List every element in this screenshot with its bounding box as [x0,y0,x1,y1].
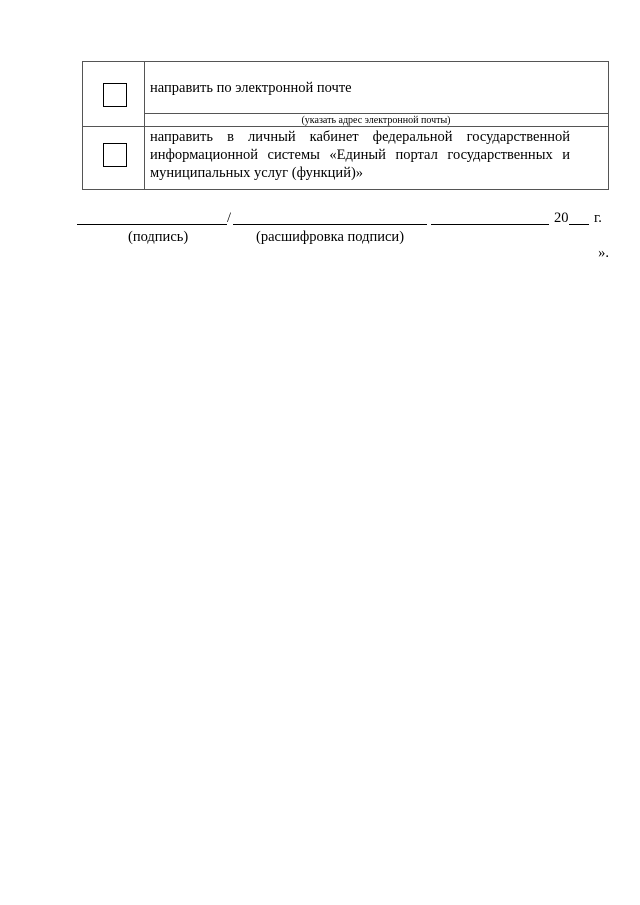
year-prefix: 20 [554,210,569,226]
signature-caption: (подпись) [128,229,189,245]
option-row-email [83,62,608,126]
portal-option-checkbox[interactable] [103,143,127,167]
year-suffix: г. [594,210,602,226]
email-address-field[interactable] [144,113,608,114]
signature-field[interactable] [77,224,227,225]
option-row-portal [83,126,608,191]
transcript-caption: (расшифровка подписи) [256,229,405,245]
portal-option-label: направить в личный кабинет федеральной государственной информационной системы «Единый портал государственных и муниципальных услуг (функций)» [150,129,570,181]
signature-separator: / [227,210,232,226]
email-option-checkbox[interactable] [103,83,127,107]
year-field[interactable] [569,224,589,225]
email-address-caption: (указать адрес электронной почты) [301,115,451,126]
closing-quote-mark: ». [598,245,609,261]
email-option-label: направить по электронной почте [150,80,352,96]
signature-transcript-field[interactable] [233,224,427,225]
delivery-options-table [82,61,609,190]
date-field[interactable] [431,224,549,225]
